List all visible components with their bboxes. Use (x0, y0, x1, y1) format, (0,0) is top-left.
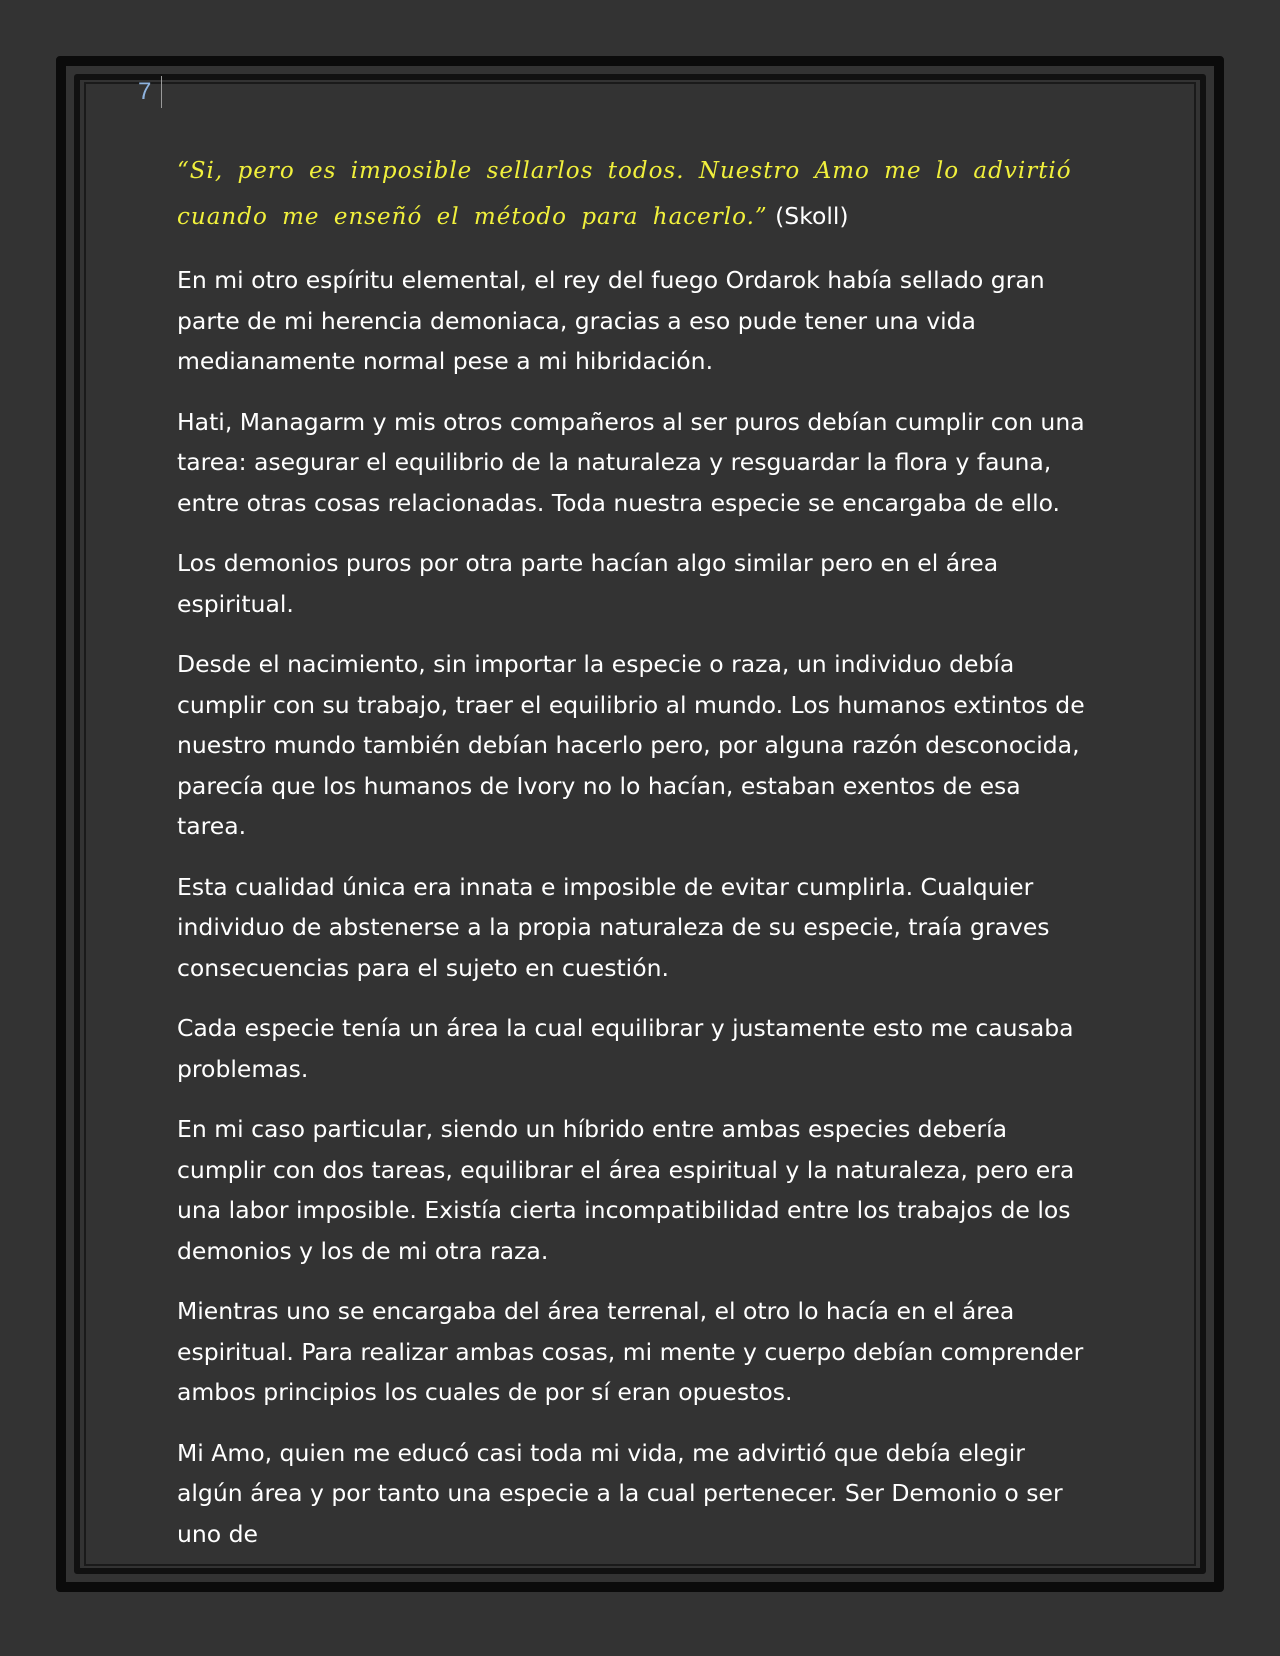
paragraph: Hati, Managarm y mis otros compañeros al ser puros debían cumplir con una tarea: asegurar el equilibrio de la naturaleza y resguardar la flora y fauna, entre otras cosas relacionadas. Toda nuestra especie se encargaba de ello. (177, 407, 1085, 517)
paragraph: Cada especie tenía un área la cual equilibrar y justamente esto me causaba problemas. (177, 1014, 1074, 1083)
paragraph: Esta cualidad única era innata e imposible de evitar cumplirla. Cualquier individuo de abstenerse a la propia naturaleza de su especie, traía graves consecuencias para el sujeto en cuestión. (177, 872, 1050, 982)
dialogue-quote: “Si, pero es imposible sellarlos todos. Nuestro Amo me lo advirtió cuando me enseñó el método para hacerlo.” (177, 158, 1072, 230)
page-number: 7 (138, 76, 162, 108)
body-text (177, 148, 1097, 1574)
paragraph: Mi Amo, quien me educó casi toda mi vida, me advirtió que debía elegir algún área y por tanto una especie a la cual pertenecer. Ser Demonio o ser uno de (177, 1438, 1063, 1548)
paragraph: Los demonios puros por otra parte hacían algo similar pero en el área espiritual. (177, 549, 999, 618)
paragraph: En mi caso particular, siendo un híbrido entre ambas especies debería cumplir con dos tareas, equilibrar el área espiritual y la naturaleza, pero era una labor imposible. Existía cierta incompatibilidad entre los trabajos de los demonios y los de mi otra raza. (177, 1115, 1075, 1265)
paragraph: En mi otro espíritu elemental, el rey del fuego Ordarok había sellado gran parte de mi herencia demoniaca, gracias a eso pude tener una vida medianamente normal pese a mi hibridación. (177, 266, 1045, 375)
paragraph: Mientras uno se encargaba del área terrenal, el otro lo hacía en el área espiritual. Para realizar ambas cosas, mi mente y cuerpo debían comprender ambos principios los cuales de por sí eran opuestos. (177, 1297, 1084, 1406)
dialogue-speaker: (Skoll) (775, 202, 849, 230)
paragraph: Desde el nacimiento, sin importar la especie o raza, un individuo debía cumplir con su trabajo, traer el equilibrio al mundo. Los humanos extintos de nuestro mundo también debían hacerlo pero, por alguna razón desconocida, parecía que los humanos de Ivory no lo hacían, estaban exentos de esa tarea. (177, 650, 1085, 840)
dialogue-paragraph (177, 148, 1097, 240)
